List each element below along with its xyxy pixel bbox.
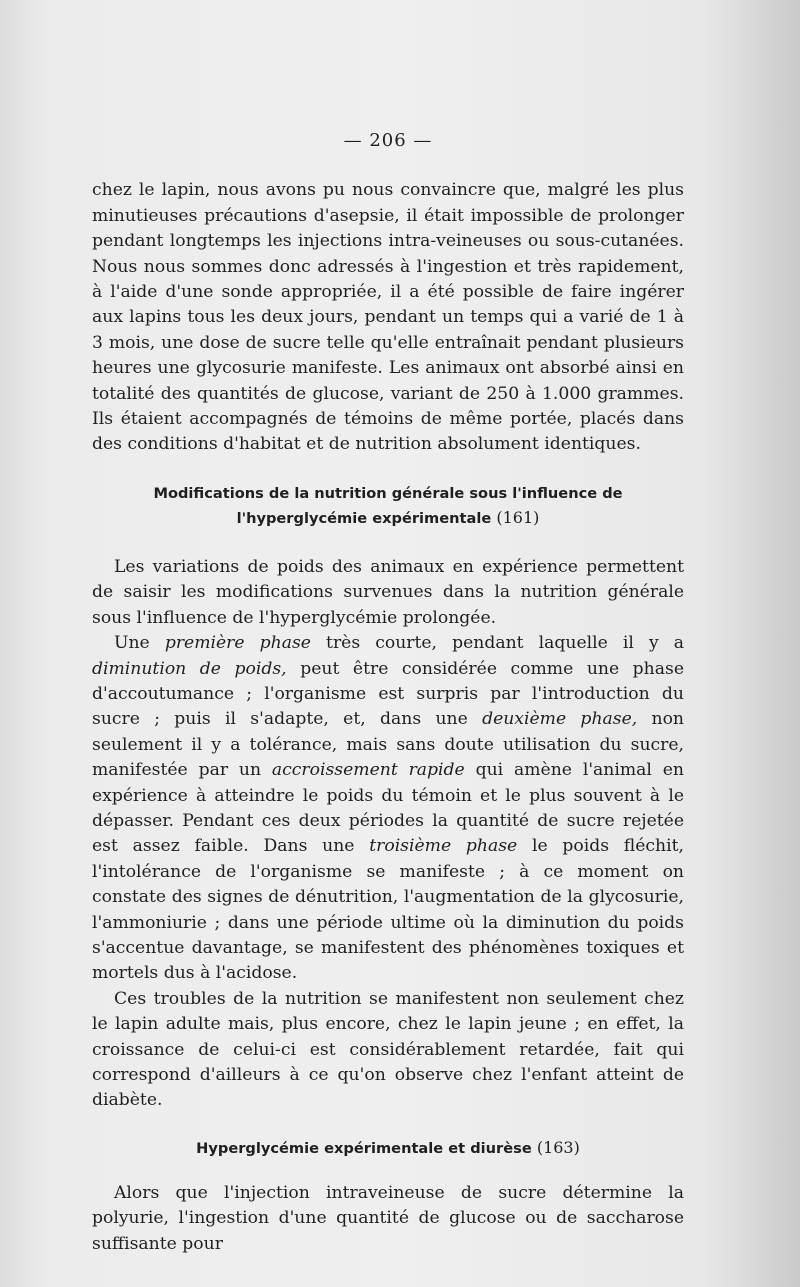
italic-run: diminution de poids, — [92, 658, 287, 679]
text-run: qui amène l'animal en expérience à atteindre le poids du témoin et le plus souvent à le dépasser. Pendant ces deux périodes la quantité de sucre rejetée est assez faible. Dans une — [92, 760, 684, 857]
paragraph-3 — [92, 631, 684, 987]
text-run: non seulement il y a tolérance, mais sans doute utilisation du sucre, manifestée par un — [92, 709, 685, 781]
page-content — [92, 128, 684, 1257]
page-number: — 206 — — [343, 130, 433, 151]
paragraph-2: Les variations de poids des animaux en expérience permettent de saisir les modifications survenues dans la nutrition générale sous l'influence de l'hyperglycémie prolongée. — [92, 556, 684, 628]
text-run: le poids fléchit, l'intolérance de l'organisme se manifeste ; à ce moment on constate des signes de dénutrition, l'augmentation de la glycosurie, l'ammoniurie ; dans une période ultime où la diminution du poids s'accentue davantage, se manifestent des phénomènes toxiques et mortels dus à l'acidose. — [92, 836, 684, 984]
heading-reference: (163) — [536, 1137, 580, 1157]
section-heading-diuresis — [100, 1136, 676, 1161]
text-run: très courte, pendant laquelle il y a — [310, 633, 684, 654]
italic-run: première phase — [164, 633, 311, 654]
heading-reference: (161) — [496, 507, 540, 527]
heading-text: Modifications de la nutrition générale sous l'influence de l'hyperglycémie expérimentale — [153, 484, 623, 527]
italic-run: accroissement rapide — [271, 760, 465, 781]
text-run: peut être considérée comme une phase d'accoutumance ; l'organisme est surpris par l'introduction du sucre ; puis il s'adapte, et, dans une — [92, 658, 684, 730]
paragraph-4: Ces troubles de la nutrition se manifestent non seulement chez le lapin adulte mais, plus encore, chez le lapin jeune ; en effet, la croissance de celui-ci est considérablement retardée, fait qui correspond d'ailleurs à ce qu'on observe chez l'enfant atteint de diabète. — [92, 988, 684, 1111]
section-heading-nutrition — [100, 482, 676, 531]
heading-text: Hyperglycémie expérimentale et diurèse — [196, 1139, 532, 1157]
paragraph-5: Alors que l'injection intraveineuse de sucre détermine la polyurie, l'ingestion d'une quantité de glucose ou de saccharose suffisante pour — [92, 1182, 684, 1254]
italic-run: deuxième phase, — [482, 709, 638, 730]
italic-run: troisième phase — [369, 836, 518, 857]
paragraph-1: chez le lapin, nous avons pu nous convaincre que, malgré les plus minutieuses précautions d'asepsie, il était impossible de prolonger pendant longtemps les injections intra-veineuses ou sous-cutanées. Nous nous sommes donc adressés à l'ingestion et très rapidement, à l'aide d'une sonde appropriée, il a été possible de faire ingérer aux lapins tous les deux jours, pendant un temps qui a varié de 1 à 3 mois, une dose de sucre telle qu'elle entraînait pendant plusieurs heures une glycosurie manifeste. Les animaux ont absorbé ainsi en totalité des quantités de glucose, variant de 250 à 1.000 grammes. Ils étaient accompagnés de témoins de même portée, placés dans des conditions d'habitat et de nutrition absolument identiques. — [92, 180, 684, 455]
text-run: Une — [114, 633, 165, 654]
